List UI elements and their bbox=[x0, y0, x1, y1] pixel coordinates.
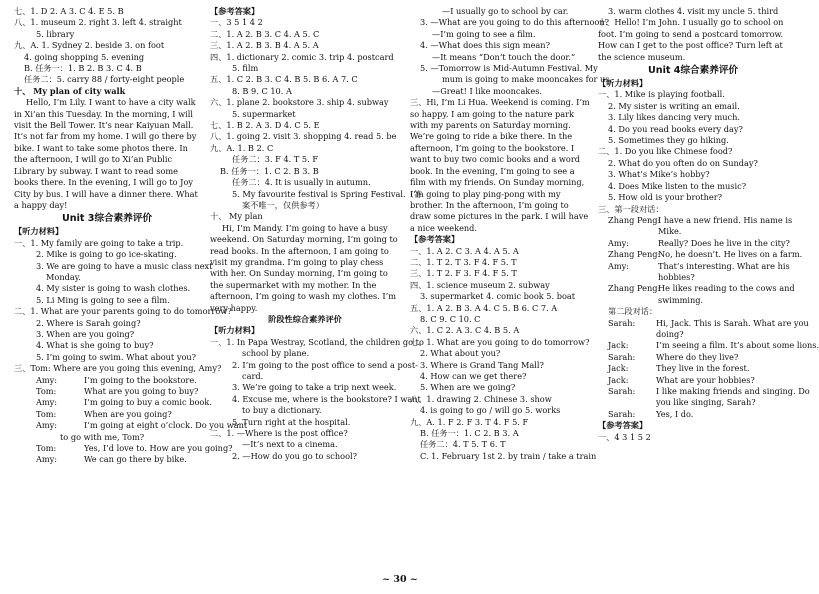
text-line: 3. We are going to have a music class next bbox=[36, 260, 213, 271]
text-line: 5. I’m going to swim. What about you? bbox=[36, 351, 197, 362]
dialogue-line bbox=[598, 249, 803, 260]
section-title: 阶段性综合素养评价 bbox=[268, 313, 342, 324]
speaker-label bbox=[608, 295, 658, 306]
paragraph: Hi, I’m Mandy. I’m going to have a busy weekend. On Saturday morning, I’m going to read books. In the afternoon, I am going to visit my grandma. I’m going to play chess with her. On Sunday morning, I’m going to the supermarket with my mother. In the afternoon, I’m going to wash my clothes. I’m very happy. bbox=[210, 222, 398, 313]
paragraph: 三、Hi, I’m Li Hua. Weekend is coming. I’m so happy. I am going to the nature park with my parents on Saturday morning. We’re going to ride a bike there. In the afternoon, I’m going to the bookstore. I want to buy two comic books and a word book. In the evening, I’m going to see a film with my friends. On Sunday morning, I’m going to play ping-pong with my brother. In the afternoon, I’m going to draw some pictures in the park. I will have a nice weekend. bbox=[410, 97, 590, 233]
speaker-label: Amy: bbox=[36, 397, 58, 408]
text-line: —Great! I like mooncakes. bbox=[432, 85, 543, 96]
speaker-label: Amy: bbox=[36, 374, 58, 385]
text-line: 七、1. D 2. A 3. C 4. E 5. B bbox=[14, 6, 124, 16]
text-line: 一、1. A 2. C 3. A 4. A 5. A bbox=[410, 245, 519, 256]
text-line: 六、1. C 2. A 3. C 4. B 5. A bbox=[410, 325, 520, 336]
text-line: 三、Tom: Where are you going this evening, Amy? bbox=[14, 363, 222, 374]
text-line: 九、A. 1. Sydney 2. beside 3. on foot bbox=[14, 40, 165, 51]
text-line: Monday. bbox=[46, 271, 81, 282]
dialogue-text: When are you going? bbox=[84, 408, 172, 419]
dialogue-text: Yes, I’d love to. How are you going? bbox=[84, 443, 233, 454]
text-line: —I usually go to school by car. bbox=[442, 6, 569, 16]
text-line: 案不唯一，仅供参考） bbox=[242, 199, 324, 210]
column-2 bbox=[210, 6, 424, 562]
text-line: 8. C 9. C 10. C bbox=[420, 313, 481, 324]
column-3 bbox=[410, 6, 613, 562]
text-line: 四、1. science museum 2. subway bbox=[410, 279, 550, 290]
text-line: 5. —Tomorrow is Mid-Autumn Festival. My bbox=[420, 63, 598, 74]
dialogue-line bbox=[598, 272, 788, 283]
text-line: 十、 My plan of city walk bbox=[14, 85, 126, 96]
dialogue-text: I like making friends and singing. Do bbox=[656, 386, 810, 396]
dialogue-text: That’s interesting. What are his bbox=[658, 260, 790, 271]
dialogue-text: He likes reading to the cows and bbox=[658, 283, 795, 294]
dialogue-line bbox=[14, 454, 200, 465]
text-line: 4. going shopping 5. evening bbox=[24, 51, 145, 62]
text-line: school by plane. bbox=[242, 348, 310, 359]
dialogue-text: We can go there by bike. bbox=[84, 454, 187, 465]
dialogue-line bbox=[598, 317, 809, 329]
text-line: 4. Does Mike listen to the music? bbox=[608, 180, 747, 191]
dialogue-line bbox=[598, 329, 788, 340]
speaker-label: Zhang Peng: bbox=[608, 249, 661, 260]
text-line: 4. Excuse me, where is the bookstore? I want bbox=[232, 393, 421, 404]
text-line: 5. Li Ming is going to see a film. bbox=[36, 294, 170, 305]
text-line: 第二段对话： bbox=[608, 306, 658, 317]
dialogue-text: No, he doesn’t. He lives on a farm. bbox=[658, 249, 803, 260]
dialogue-line bbox=[14, 409, 200, 420]
dialogue-line bbox=[598, 283, 795, 294]
text-line: 三、1. T 2. F 3. F 4. F 5. T bbox=[410, 268, 517, 279]
speaker-label: Zhang Peng: bbox=[608, 283, 661, 294]
paragraph: 十、Hello! I’m John. I usually go to school on foot. I’m going to send a postcard tomorrow. How can I get to the post office? Turn left at the science museum. bbox=[598, 17, 784, 62]
speaker-label: Jack: bbox=[608, 340, 629, 351]
paragraph: Hello, I’m Lily. I want to have a city walk in Xi’an this Tuesday. In the morning, I will visit the Bell Tower. It’s near Kaiyuan Mall. It’s not far from my home. I will go there by bike. I want to take some photos there. In the afternoon, I will go to Xi’an Public Library by subway. I want to read some books there. In the evening, I will go to Joy City by bus. I will have a dinner there. What a happy day! bbox=[14, 97, 198, 210]
text-line: 2. Mike is going to go ice-skating. bbox=[36, 249, 177, 260]
text-line: 5. Turn right at the hospital. bbox=[232, 416, 351, 427]
text-line: 3. —What are you going to do this afternoon? bbox=[420, 17, 609, 28]
text-line: mum is going to make mooncakes for us. bbox=[442, 74, 613, 85]
text-line: 九、A. 1. F 2. F 3. T 4. F 5. F bbox=[410, 416, 529, 427]
text-line: 六、1. plane 2. bookstore 3. ship 4. subway bbox=[210, 97, 389, 108]
speaker-label: Tom: bbox=[36, 408, 57, 419]
text-line: 二、1. T 2. T 3. F 4. F 5. T bbox=[410, 256, 517, 267]
dialogue-text: Mike. bbox=[658, 226, 682, 237]
text-line: 2. My sister is writing an email. bbox=[608, 100, 740, 111]
text-line: 八、1. drawing 2. Chinese 3. show bbox=[410, 393, 552, 404]
text-line: 4. How can we get there? bbox=[420, 371, 527, 381]
text-line: 任务二：3. F 4. T 5. F bbox=[232, 154, 319, 165]
speaker-label: Tom: bbox=[36, 443, 57, 454]
dialogue-text: swimming. bbox=[658, 294, 704, 305]
section-label: 【听力材料】 bbox=[210, 325, 260, 336]
text-line: 5. supermarket bbox=[232, 108, 296, 119]
text-line: 2. What about you? bbox=[420, 348, 501, 359]
dialogue-line bbox=[598, 226, 788, 237]
text-line: 3. When are you going? bbox=[36, 328, 135, 339]
dialogue-line bbox=[14, 443, 233, 454]
dialogue-line bbox=[598, 261, 788, 272]
text-line: 5. Sometimes they go hiking. bbox=[608, 135, 729, 146]
text-line: card. bbox=[242, 371, 264, 381]
dialogue-text: I’m going to the bookstore. bbox=[84, 374, 197, 385]
text-line: 五、1. C 2. B 3. C 4. B 5. B 6. A 7. C bbox=[210, 74, 358, 85]
dialogue-line bbox=[598, 340, 819, 351]
text-line: 2. —How do you go to school? bbox=[232, 450, 358, 461]
speaker-label: Amy: bbox=[36, 454, 58, 465]
text-line: 八、1. going 2. visit 3. shopping 4. read 5. be bbox=[210, 131, 397, 142]
dialogue-line bbox=[14, 397, 212, 408]
dialogue-text: What are your hobbies? bbox=[656, 374, 755, 385]
text-line: 4. What is she going to buy? bbox=[36, 340, 154, 351]
section-label: 【参考答案】 bbox=[410, 234, 460, 245]
text-line: 八、1. museum 2. right 3. left 4. straight bbox=[14, 17, 182, 28]
dialogue-line bbox=[598, 238, 788, 249]
dialogue-line bbox=[598, 363, 788, 374]
dialogue-text: I’m seeing a film. It’s about some lions. bbox=[656, 340, 819, 351]
dialogue-line bbox=[598, 409, 788, 420]
text-line: B. 任务一：1. C 2. B 3. A bbox=[420, 428, 519, 439]
text-line: 4. My sister is going to wash clothes. bbox=[36, 283, 191, 294]
text-line: 5. When are we going? bbox=[420, 382, 516, 393]
speaker-label: Jack: bbox=[608, 374, 629, 385]
text-line: 二、1. What are your parents going to do tomorrow? bbox=[14, 306, 232, 317]
text-line: —It’s next to a cinema. bbox=[242, 439, 338, 450]
section-label: 【参考答案】 bbox=[598, 420, 648, 431]
text-line: 四、1. dictionary 2. comic 3. trip 4. postcard bbox=[210, 51, 394, 62]
text-line: 九、A. 1. B 2. C bbox=[210, 142, 274, 153]
text-line: to go with me, Tom? bbox=[60, 431, 145, 442]
speaker-label: Zhang Peng: bbox=[608, 214, 661, 225]
text-line: 一、1. My family are going to take a trip. bbox=[14, 237, 184, 248]
text-line: 3. warm clothes 4. visit my uncle 5. third bbox=[608, 6, 779, 16]
text-line: C. 1. February 1st 2. by train / take a train bbox=[420, 450, 597, 461]
dialogue-line bbox=[14, 375, 200, 386]
dialogue-text: Hi, Jack. This is Sarah. What are you bbox=[656, 317, 809, 328]
text-line: B. 任务一：1. B 2. B 3. C 4. B bbox=[24, 63, 142, 74]
text-line: 任务二：5. carry 88 / forty-eight people bbox=[24, 74, 185, 85]
speaker-label: Sarah: bbox=[608, 386, 636, 396]
text-line: 3. supermarket 4. comic book 5. boat bbox=[420, 291, 576, 302]
text-line: 2. Where is Sarah going? bbox=[36, 317, 141, 328]
dialogue-text: I’m going to buy a comic book. bbox=[84, 397, 212, 408]
speaker-label bbox=[608, 272, 658, 283]
section-label: 【参考答案】 bbox=[210, 6, 260, 16]
dialogue-text: Yes, I do. bbox=[656, 408, 694, 419]
section-label: 【听力材料】 bbox=[598, 78, 648, 89]
speaker-label: Sarah: bbox=[608, 317, 636, 328]
text-line: 3. Lily likes dancing very much. bbox=[608, 112, 740, 123]
dialogue-line bbox=[598, 214, 793, 226]
text-line: 4. —What does this sign mean? bbox=[420, 40, 550, 51]
dialogue-line bbox=[14, 386, 200, 397]
dialogue-text: I’m going at eight o’clock. Do you want bbox=[84, 420, 248, 431]
dialogue-line bbox=[14, 420, 248, 431]
dialogue-line bbox=[598, 375, 788, 386]
text-line: 十、 My plan bbox=[210, 211, 263, 222]
text-line: 二、1. —Where is the post office? bbox=[210, 428, 348, 439]
text-line: 二、1. Do you like Chinese food? bbox=[598, 146, 733, 157]
dialogue-text: What are you going to buy? bbox=[84, 386, 199, 396]
dialogue-line bbox=[598, 295, 788, 306]
speaker-label bbox=[608, 226, 658, 237]
text-line: 5. My favourite festival is Spring Festival.（答 bbox=[232, 188, 422, 199]
dialogue-text: They live in the forest. bbox=[656, 363, 750, 374]
dialogue-line bbox=[598, 397, 788, 408]
text-line: 一、1. In Papa Westray, Scotland, the children go to bbox=[210, 336, 424, 347]
text-line: 五、1. A 2. B 3. A 4. C 5. B 6. C 7. A bbox=[410, 302, 558, 313]
dialogue-line bbox=[598, 386, 810, 397]
text-line: 3. What’s Mike’s hobby? bbox=[608, 169, 710, 180]
dialogue-text: Where do they live? bbox=[656, 351, 739, 362]
speaker-label: Sarah: bbox=[608, 408, 636, 419]
section-heading: Unit 3综合素养评价 bbox=[61, 213, 153, 225]
text-line: 2. What do you often do on Sunday? bbox=[608, 157, 758, 168]
text-line: —I’m going to see a film. bbox=[432, 28, 536, 39]
text-line: 三、1. A 2. B 3. B 4. A 5. A bbox=[210, 40, 319, 51]
text-line: 4. is going to go / will go 5. works bbox=[420, 405, 561, 416]
dialogue-text: Really? Does he live in the city? bbox=[658, 237, 790, 248]
text-line: 一、3 5 1 4 2 bbox=[210, 17, 263, 28]
text-line: to buy a dictionary. bbox=[242, 405, 322, 416]
dialogue-text: you like singing, Sarah? bbox=[656, 397, 756, 408]
text-line: 8. B 9. C 10. A bbox=[232, 85, 292, 96]
text-line: 任务二：4. T 5. T 6. T bbox=[420, 439, 506, 450]
speaker-label: Sarah: bbox=[608, 351, 636, 362]
text-line: 一、4 3 1 5 2 bbox=[598, 431, 651, 442]
text-line: 4. Do you read books every day? bbox=[608, 123, 743, 134]
text-line: 任务二：4. It is usually in autumn. bbox=[232, 177, 371, 188]
text-line: 5. How old is your brother? bbox=[608, 192, 723, 203]
speaker-label: Amy: bbox=[608, 260, 630, 271]
text-line: 七、1. What are you going to do tomorrow? bbox=[410, 336, 590, 347]
text-line: B. 任务一：1. C 2. B 3. B bbox=[220, 165, 319, 176]
text-line: —It means “Don’t touch the door.” bbox=[432, 51, 576, 62]
speaker-label: Jack: bbox=[608, 363, 629, 374]
speaker-label: Tom: bbox=[36, 386, 57, 396]
text-line: 一、1. Mike is playing football. bbox=[598, 89, 725, 100]
text-line: 二、1. A 2. B 3. C 4. A 5. C bbox=[210, 28, 320, 39]
dialogue-text: hobbies? bbox=[658, 271, 695, 282]
text-line: 5. film bbox=[232, 63, 259, 74]
section-heading: Unit 4综合素养评价 bbox=[647, 65, 739, 77]
dialogue-text: doing? bbox=[656, 328, 684, 339]
speaker-label: Amy: bbox=[608, 237, 630, 248]
text-line: 三、第一段对话： bbox=[598, 203, 664, 214]
text-line: 3. We’re going to take a trip next week. bbox=[232, 382, 397, 393]
speaker-label: Amy: bbox=[36, 420, 58, 431]
column-4 bbox=[598, 6, 819, 562]
page-number: ~ 30 ~ bbox=[382, 574, 418, 585]
section-label: 【听力材料】 bbox=[14, 226, 64, 237]
text-line: 2. I’m going to the post office to send a post- bbox=[232, 359, 418, 370]
dialogue-line bbox=[598, 352, 788, 363]
speaker-label bbox=[608, 397, 656, 408]
text-line: 5. library bbox=[36, 28, 75, 39]
text-line: 3. Where is Grand Tang Mall? bbox=[420, 359, 544, 370]
speaker-label bbox=[608, 329, 656, 340]
dialogue-text: I have a new friend. His name is bbox=[658, 214, 793, 225]
text-line: 七、1. B 2. A 3. D 4. C 5. E bbox=[210, 120, 320, 131]
